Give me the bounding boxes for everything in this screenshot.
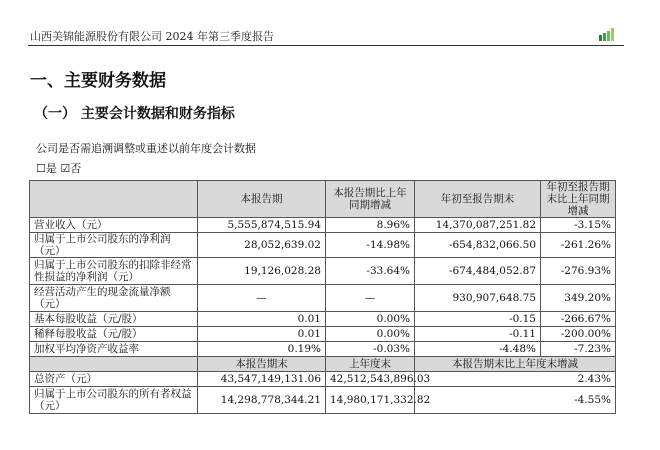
table-cell: 14,298,778,344.21 (198, 387, 326, 414)
header-divider (28, 45, 624, 46)
table-header-cell (30, 357, 198, 372)
table-row (30, 327, 616, 342)
row-label: 加权平均净资产收益率 (30, 342, 198, 357)
table-cell: -261.26% (541, 233, 616, 258)
table-cell: 930,907,648.75 (415, 285, 541, 312)
row-label: 营业收入（元） (30, 218, 198, 233)
restatement-question: 公司是否需追溯调整或重述以前年度会计数据 (36, 142, 256, 155)
table-cell: -200.00% (541, 327, 616, 342)
table-cell: -654,832,066.50 (415, 233, 541, 258)
table-cell: 19,126,028.28 (198, 258, 326, 285)
table-header-cell: 本报告期末比上年度末增减 (415, 357, 616, 372)
table-cell: -14.98% (326, 233, 415, 258)
table-cell: 5,555,874,515.94 (198, 218, 326, 233)
row-label: 归属于上市公司股东的扣除非经常性损益的净利润（元） (30, 258, 198, 285)
table-cell: 8.96% (326, 218, 415, 233)
table-cell: — (326, 285, 415, 312)
row-label: 归属于上市公司股东的净利润（元） (30, 233, 198, 258)
table-row (30, 233, 616, 258)
restatement-choice (36, 160, 81, 176)
table-header-cell: 上年度末 (326, 357, 415, 372)
table-cell: 42,512,543,896.03 (326, 372, 415, 387)
table-cell: -0.15 (415, 312, 541, 327)
table-header-cell (30, 181, 198, 218)
table-header-cell: 年初至报告期末 (415, 181, 541, 218)
table-cell: 349.20% (541, 285, 616, 312)
table-cell: 2.43% (415, 372, 616, 387)
table-row (30, 372, 616, 387)
table-cell: -266.67% (541, 312, 616, 327)
table-row (30, 285, 616, 312)
row-label: 稀释每股收益（元/股） (30, 327, 198, 342)
table-cell: 14,370,087,251.82 (415, 218, 541, 233)
table-cell: 0.01 (198, 327, 326, 342)
table-header-row (30, 181, 616, 218)
table-cell: -0.03% (326, 342, 415, 357)
section-title: 一、主要财务数据 (30, 71, 166, 91)
table-cell: -4.48% (415, 342, 541, 357)
table-cell: -674,484,052.87 (415, 258, 541, 285)
financial-indicators-table (29, 180, 616, 414)
table-cell: -4.55% (415, 387, 616, 414)
table-header-cell: 本报告期比上年同期增减 (326, 181, 415, 218)
table-cell: 28,052,639.02 (198, 233, 326, 258)
table-cell: 43,547,149,131.06 (198, 372, 326, 387)
table-cell: 0.01 (198, 312, 326, 327)
table-header-cell: 本报告期 (198, 181, 326, 218)
table-cell: -33.64% (326, 258, 415, 285)
table-cell: 0.00% (326, 312, 415, 327)
table-row (30, 342, 616, 357)
table-subheader-row (30, 357, 616, 372)
table-cell: 14,980,171,332.82 (326, 387, 415, 414)
company-logo-icon (598, 26, 618, 42)
table-row (30, 218, 616, 233)
table-cell: 0.19% (198, 342, 326, 357)
table-cell: 0.00% (326, 327, 415, 342)
table-header-cell: 本报告期末 (198, 357, 326, 372)
table-row (30, 312, 616, 327)
table-cell: -276.93% (541, 258, 616, 285)
row-label: 归属于上市公司股东的所有者权益（元） (30, 387, 198, 414)
option-no: ☑否 (60, 162, 82, 175)
row-label: 基本每股收益（元/股） (30, 312, 198, 327)
table-cell: -7.23% (541, 342, 616, 357)
table-cell: -0.11 (415, 327, 541, 342)
table-header-cell: 年初至报告期末比上年同期增减 (541, 181, 616, 218)
section-subtitle: （一） 主要会计数据和财务指标 (34, 106, 235, 122)
table-row (30, 258, 616, 285)
row-label: 总资产（元） (30, 372, 198, 387)
row-label: 经营活动产生的现金流量净额（元） (30, 285, 198, 312)
table-row (30, 387, 616, 414)
option-yes: ☐是 (36, 162, 57, 175)
table-cell: — (198, 285, 326, 312)
table-cell: -3.15% (541, 218, 616, 233)
report-header-title: 山西美锦能源股份有限公司 2024 年第三季度报告 (30, 30, 274, 43)
